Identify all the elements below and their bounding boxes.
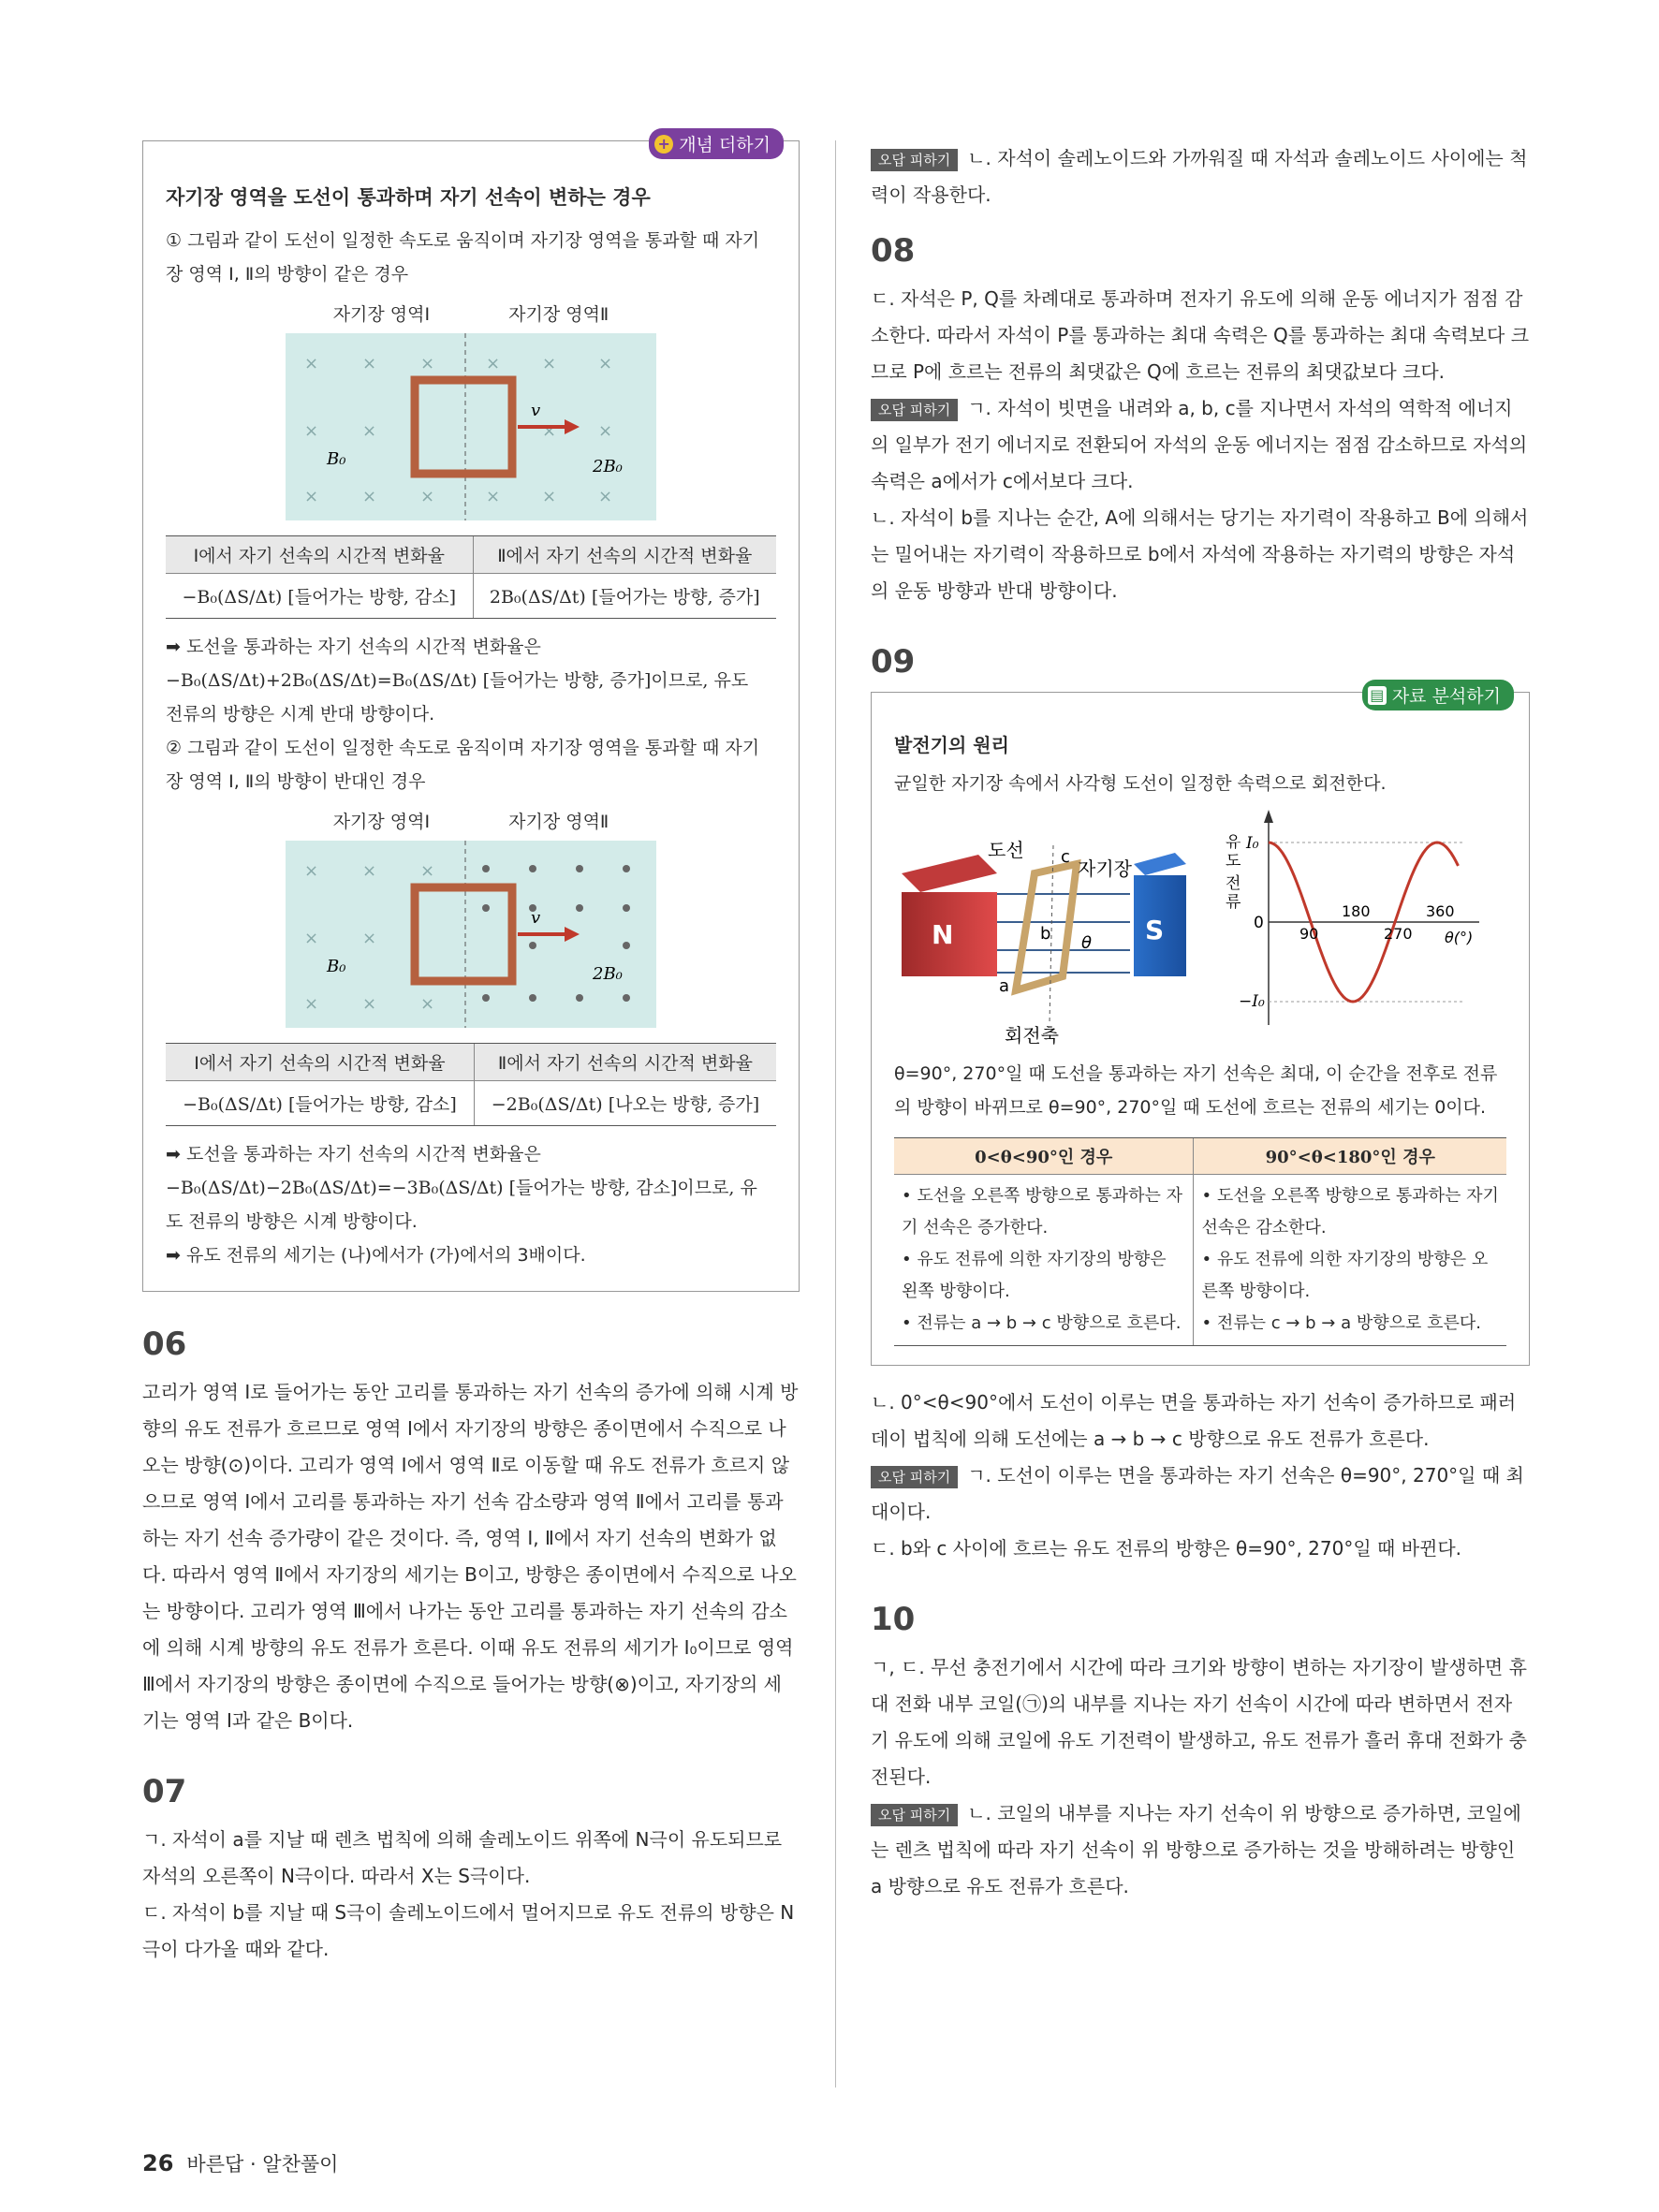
svg-text:×: ×	[362, 861, 377, 881]
svg-text:×: ×	[362, 929, 377, 948]
table-header: 90°<θ<180°인 경우	[1194, 1138, 1506, 1175]
wrong-answer-tag: 오답 피하기	[871, 1804, 958, 1826]
case1-result-3: 전류의 방향은 시계 반대 방향이다.	[166, 704, 435, 725]
analysis-badge	[1362, 680, 1514, 710]
case2-result-1: ➡ 도선을 통과하는 자기 선속의 시간적 변화율은	[166, 1144, 541, 1165]
q10-wrong	[871, 1795, 1530, 1905]
svg-text:×: ×	[542, 487, 557, 506]
analysis-badge-label: 자료 분석하기	[1391, 686, 1501, 707]
velocity-label: v	[531, 401, 541, 420]
svg-text:×: ×	[304, 421, 319, 441]
theta-label: θ	[1081, 933, 1093, 953]
ylabel-char: 유	[1226, 833, 1241, 852]
svg-text:×: ×	[362, 421, 377, 441]
svg-text:×: ×	[598, 487, 613, 506]
page-footer	[142, 2149, 338, 2177]
region2-label: 자기장 영역Ⅱ	[508, 812, 609, 832]
velocity-label: v	[531, 908, 541, 928]
table-header: Ⅰ에서 자기 선속의 시간적 변화율	[166, 536, 473, 574]
point-b-label: b	[1040, 924, 1051, 944]
north-magnet-top	[902, 855, 997, 892]
svg-text:×: ×	[304, 487, 319, 506]
q07-p3: ㄴ. 자석이 솔레노이드와 가까워질 때 자석과 솔레노이드 사이에는 척력이 작용한다.	[871, 147, 1528, 206]
document-icon: ▤	[1368, 686, 1387, 705]
q07-p1: ㄱ. 자석이 a를 지날 때 렌츠 법칙에 의해 솔레노이드 위쪽에 N극이 유도되므로 자석의 오른쪽이 N극이다. 따라서 X는 S극이다.	[142, 1828, 783, 1887]
svg-text:×: ×	[542, 354, 557, 374]
q09-p3: ㄷ. b와 c 사이에 흐르는 유도 전류의 방향은 θ=90°, 270°일 때 바뀐다.	[871, 1537, 1462, 1560]
q07-p2: ㄷ. 자석이 b를 지날 때 S극이 솔레노이드에서 멀어지므로 유도 전류의 방향은 N극이 다가올 때와 같다.	[142, 1901, 795, 1960]
region2-label: 자기장 영역Ⅱ	[508, 304, 609, 325]
case2-result-4: ➡ 유도 전류의 세기는 (나)에서가 (가)에서의 3배이다.	[166, 1245, 586, 1266]
case2-result-2: −B₀(ΔS/Δt)−2B₀(ΔS/Δt)=−3B₀(ΔS/Δt) [들어가는 방향, 감소]이므로, 유	[166, 1178, 757, 1198]
q07-wrong	[871, 140, 1530, 213]
b0-label: B₀	[327, 957, 346, 976]
analysis-title: 발전기의 원리	[894, 734, 1009, 756]
case2-result-3: 도 전류의 방향은 시계 방향이다.	[166, 1211, 418, 1232]
svg-text:×: ×	[304, 354, 319, 374]
svg-text:×: ×	[304, 861, 319, 881]
field-label: 자기장	[1078, 857, 1132, 880]
case1-result-2: −B₀(ΔS/Δt)+2B₀(ΔS/Δt)=B₀(ΔS/Δt) [들어가는 방향, 증가]이므로, 유도	[166, 670, 749, 691]
svg-text:×: ×	[598, 421, 613, 441]
case2-text: ② 그림과 같이 도선이 일정한 속도로 움직이며 자기장 영역을 통과할 때 자기 장 영역 Ⅰ, Ⅱ의 방향이 반대인 경우	[166, 738, 760, 792]
2b0-label: 2B₀	[593, 964, 623, 984]
column-divider	[835, 140, 836, 2087]
q08-p2: ㄱ. 자석이 빗면을 내려와 a, b, c를 지나면서 자석의 역학적 에너지의 일부가 전기 에너지로 전환되어 자석의 운동 에너지는 점점 감소하므로 자석의 속력은 a에서가 c에서보다 크다.	[871, 397, 1528, 492]
svg-text:×: ×	[362, 354, 377, 374]
q08-p1: ㄷ. 자석은 P, Q를 차례대로 통과하며 전자기 유도에 의해 운동 에너지가 점점 감소한다. 따라서 자석이 P를 통과하는 최대 속력은 Q를 통과하는 최대 속력보다 크므로 P에 흐르는 전류의 최댓값은 Q에 흐르는 전류의 최댓값보다 크다.	[871, 287, 1530, 383]
q10-p1: ㄱ, ㄷ. 무선 충전기에서 시간에 따라 크기와 방향이 변하는 자기장이 발생하면 휴대 전화 내부 코일(㉠)의 내부를 지나는 자기 선속이 시간에 따라 변하면서 전자기 유도에 의해 코일에 유도 기전력이 발생하고, 유도 전류가 흘러 휴대 전화가 충전된다.	[871, 1656, 1527, 1788]
region1-label: 자기장 영역Ⅰ	[332, 304, 431, 325]
case2-field-figure	[286, 841, 656, 1028]
case2-field-svg	[286, 841, 656, 1028]
list-item: • 유도 전류에 의한 자기장의 방향은 오른쪽 방향이다.	[1201, 1250, 1489, 1301]
table-header: 0<θ<90°인 경우	[894, 1138, 1194, 1175]
page-number: 26	[142, 2150, 174, 2176]
tick-360: 360	[1426, 902, 1455, 920]
wrong-answer-tag: 오답 피하기	[871, 1466, 958, 1488]
question-number: 10	[871, 1601, 916, 1638]
case1-result-1: ➡ 도선을 통과하는 자기 선속의 시간적 변화율은	[166, 637, 541, 657]
list-item: • 전류는 c → b → a 방향으로 흐른다.	[1201, 1313, 1481, 1333]
plus-icon: +	[654, 135, 673, 154]
list-item: • 전류는 a → b → c 방향으로 흐른다.	[902, 1313, 1182, 1333]
q08-wrong	[871, 390, 1530, 500]
analysis-note: θ=90°, 270°일 때 도선을 통과하는 자기 선속은 최대, 이 순간을 전후로 전류의 방향이 바뀌므로 θ=90°, 270°일 때 도선에 흐르는 전류의 세기는 0이다.	[894, 1063, 1498, 1118]
svg-text:×: ×	[420, 861, 435, 881]
ylabel	[1226, 833, 1241, 912]
point-a-label: a	[999, 976, 1010, 996]
question-number: 07	[142, 1773, 187, 1810]
right-column	[871, 140, 1530, 1905]
svg-text:×: ×	[304, 994, 319, 1014]
tick-180: 180	[1342, 902, 1371, 920]
case2-table	[166, 1043, 776, 1126]
q06-text: 고리가 영역 Ⅰ로 들어가는 동안 고리를 통과하는 자기 선속의 증가에 의해 시계 방향의 유도 전류가 흐르므로 영역 Ⅰ에서 자기장의 방향은 종이면에서 수직으로 나오는 방향(⊙)이다. 고리가 영역 Ⅰ에서 영역 Ⅱ로 이동할 때 유도 전류가 흐르지 않으므로 영역 Ⅰ에서 고리를 통과하는 자기 선속 감소량과 영역 Ⅱ에서 고리를 통과하는 자기 선속 증가량이 같은 것이다. 즉, 영역 Ⅰ, Ⅱ에서 자기 선속의 변화가 없다. 따라서 영역 Ⅱ에서 자기장의 세기는 B이고, 방향은 종이면에서 수직으로 나오는 방향이다. 고리가 영역 Ⅲ에서 나가는 동안 고리를 통과하는 자기 선속의 감소에 의해 시계 방향의 유도 전류가 흐른다. 이때 유도 전류의 세기가 I₀이므로 영역 Ⅲ에서 자기장의 방향은 종이면에 수직으로 들어가는 방향(⊗)이고, 자기장의 세기는 영역 Ⅰ과 같은 B이다.	[142, 1381, 799, 1732]
south-magnet-top	[1134, 853, 1186, 875]
wrong-answer-tag: 오답 피하기	[871, 399, 958, 421]
table-cell	[894, 1175, 1194, 1346]
table-cell: −B₀(ΔS/Δt) [들어가는 방향, 감소]	[166, 574, 473, 619]
question-number: 09	[871, 643, 916, 681]
case1-field-svg	[286, 333, 656, 520]
svg-text:×: ×	[486, 354, 501, 374]
svg-text:×: ×	[542, 421, 557, 441]
svg-text:×: ×	[486, 487, 501, 506]
book-title: 바른답 · 알찬풀이	[186, 2153, 339, 2175]
b0-label: B₀	[327, 449, 346, 469]
q09-p2: ㄱ. 도선이 이루는 면을 통과하는 자기 선속은 θ=90°, 270°일 때 최대이다.	[871, 1464, 1524, 1523]
concept-title: 자기장 영역을 도선이 통과하며 자기 선속이 변하는 경우	[166, 186, 651, 209]
table-cell: −B₀(ΔS/Δt) [들어가는 방향, 감소]	[166, 1081, 474, 1126]
svg-text:×: ×	[420, 354, 435, 374]
2b0-label: 2B₀	[593, 457, 623, 476]
wire-label: 도선	[988, 839, 1024, 861]
case1-table	[166, 535, 776, 619]
north-pole-label: N	[932, 919, 954, 950]
rotation-axis-label: 회전축	[1005, 1024, 1059, 1047]
svg-text:×: ×	[598, 354, 613, 374]
tick-270: 270	[1384, 925, 1413, 943]
point-c-label: c	[1061, 847, 1070, 867]
wire-loop	[415, 380, 512, 474]
q08-p3: ㄴ. 자석이 b를 지나는 순간, A에 의해서는 당기는 자기력이 작용하고 B에 의해서는 밀어내는 자기력이 작용하므로 b에서 자석에 작용하는 자기력의 방향은 자석의 운동 방향과 반대 방향이다.	[871, 506, 1529, 602]
ylabel-char: 전	[1226, 874, 1241, 893]
case2-region-labels	[166, 808, 776, 833]
question-number: 06	[142, 1326, 187, 1363]
table-header: Ⅱ에서 자기 선속의 시간적 변화율	[474, 1044, 776, 1081]
mi0-tick: −I₀	[1239, 992, 1265, 1011]
list-item: • 유도 전류에 의한 자기장의 방향은 왼쪽 방향이다.	[902, 1250, 1167, 1301]
xlabel: θ(°)	[1445, 929, 1474, 946]
table-header: Ⅰ에서 자기 선속의 시간적 변화율	[166, 1044, 474, 1081]
case1-field-figure	[286, 333, 656, 520]
region1-label: 자기장 영역Ⅰ	[332, 812, 431, 832]
case1-text: ① 그림과 같이 도선이 일정한 속도로 움직이며 자기장 영역을 통과할 때 자기 장 영역 Ⅰ, Ⅱ의 방향이 같은 경우	[166, 230, 760, 285]
current-graph	[1212, 808, 1493, 1051]
concept-badge	[649, 128, 784, 159]
svg-text:×: ×	[420, 487, 435, 506]
concept-badge-label: 개념 더하기	[679, 135, 771, 155]
list-item: • 도선을 오른쪽 방향으로 통과하는 자기 선속은 증가한다.	[902, 1186, 1183, 1238]
tick-90: 90	[1299, 925, 1319, 943]
ylabel-char: 도	[1226, 852, 1241, 871]
svg-text:×: ×	[304, 929, 319, 948]
concept-box	[142, 135, 800, 1292]
case1-region-labels	[166, 300, 776, 326]
list-item: • 도선을 오른쪽 방향으로 통과하는 자기 선속은 감소한다.	[1201, 1186, 1499, 1238]
table-cell: 2B₀(ΔS/Δt) [들어가는 방향, 증가]	[473, 574, 776, 619]
q09-p1: ㄴ. 0°<θ<90°에서 도선이 이루는 면을 통과하는 자기 선속이 증가하므로 패러데이 법칙에 의해 도선에는 a → b → c 방향으로 유도 전류가 흐른다.	[871, 1391, 1517, 1450]
i0-tick: I₀	[1246, 834, 1259, 853]
ylabel-char: 류	[1226, 893, 1241, 912]
table-cell: −2B₀(ΔS/Δt) [나오는 방향, 증가]	[474, 1081, 776, 1126]
generator-figures	[894, 808, 1506, 1051]
table-header: Ⅱ에서 자기 선속의 시간적 변화율	[473, 536, 776, 574]
q10-p2: ㄴ. 코일의 내부를 지나는 자기 선속이 위 방향으로 증가하면, 코일에는 렌츠 법칙에 따라 자기 선속이 위 방향으로 증가하는 것을 방해하려는 방향인 a 방향으로 유도 전류가 흐른다.	[871, 1802, 1521, 1897]
data-analysis-box	[871, 686, 1530, 1366]
question-number: 08	[871, 232, 916, 270]
left-column	[142, 135, 800, 1968]
analysis-table	[894, 1137, 1506, 1346]
table-cell	[1194, 1175, 1506, 1346]
south-pole-label: S	[1145, 915, 1165, 945]
analysis-desc: 균일한 자기장 속에서 사각형 도선이 일정한 속력으로 회전한다.	[894, 773, 1387, 794]
generator-svg	[894, 808, 1203, 1051]
zero-tick: 0	[1254, 914, 1264, 932]
svg-text:×: ×	[362, 487, 377, 506]
wire-loop	[415, 887, 512, 981]
q09-wrong	[871, 1458, 1530, 1531]
wrong-answer-tag: 오답 피하기	[871, 149, 958, 171]
svg-text:×: ×	[362, 994, 377, 1014]
svg-text:×: ×	[420, 994, 435, 1014]
